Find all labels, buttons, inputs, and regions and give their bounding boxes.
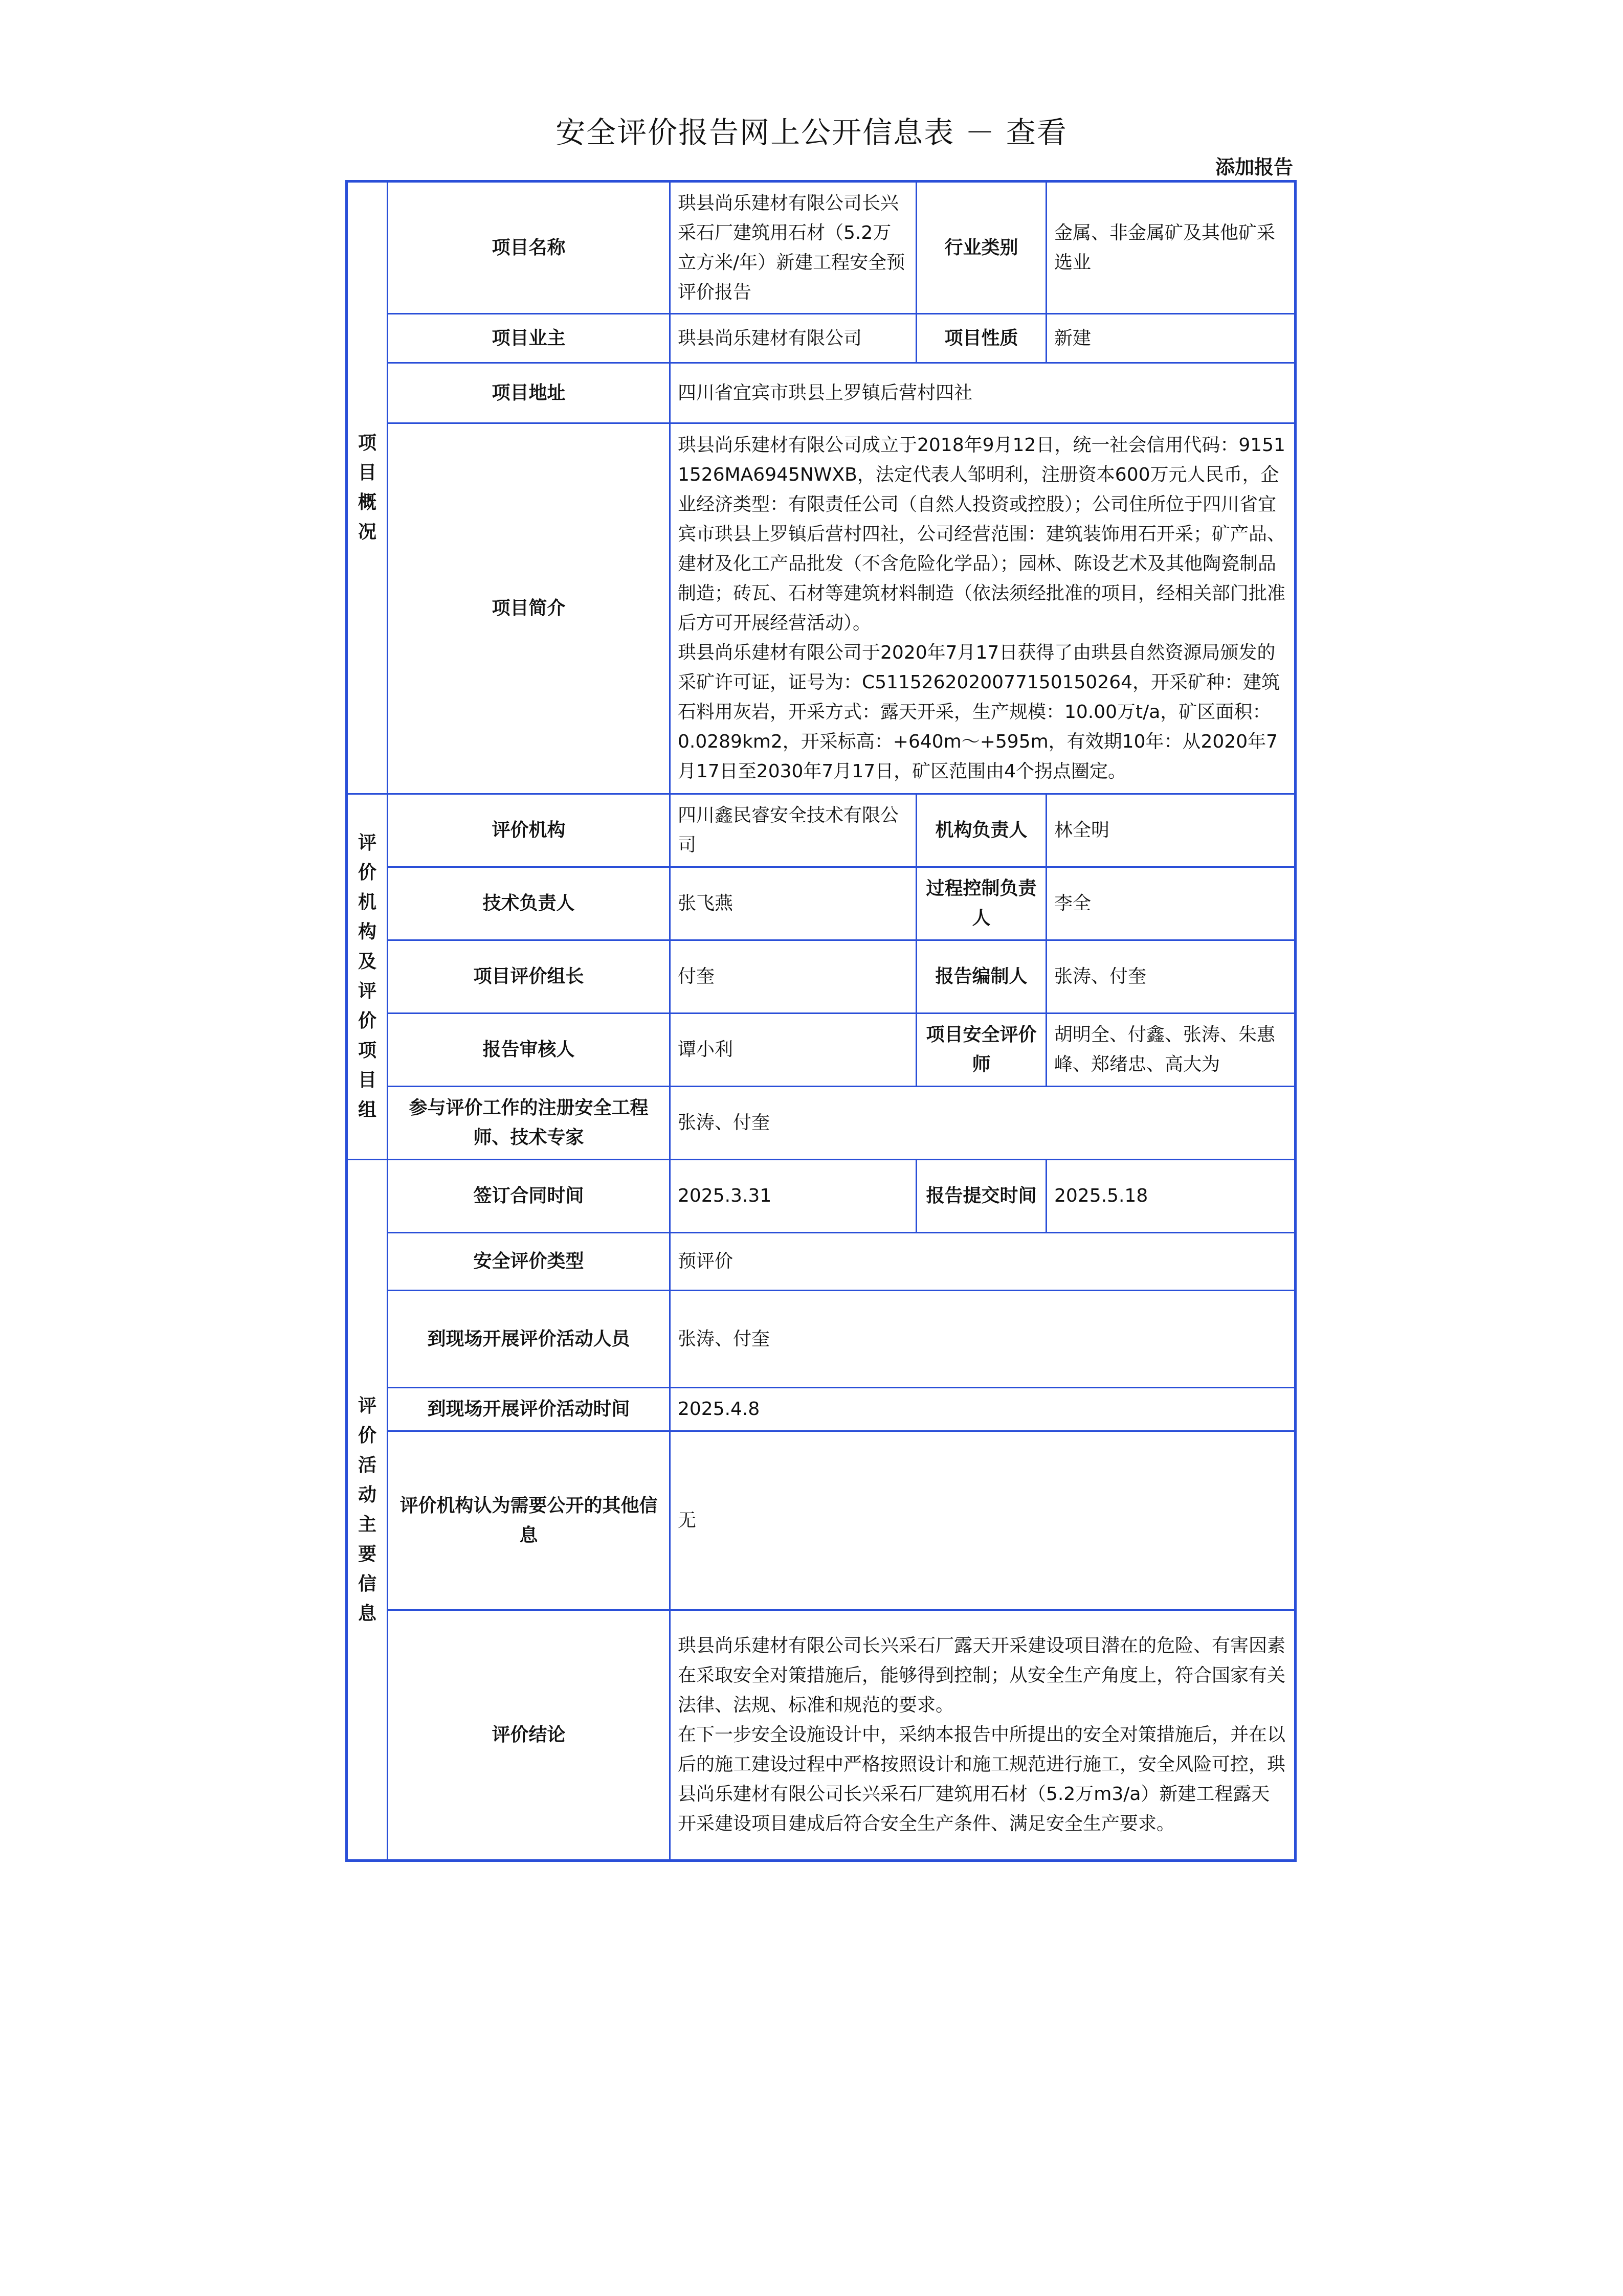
label-industry: 行业类别 [917,182,1047,314]
section-activity: 评价活动主要信息 [347,1160,388,1861]
value-evaluators: 胡明全、付鑫、张涛、朱惠峰、郑绪忠、高大为 [1047,1014,1296,1087]
table-row [347,363,1296,423]
value-engineers: 张涛、付奎 [670,1087,1296,1160]
page-title: 安全评价报告网上公开信息表 － 查看 [555,115,1068,150]
label-org: 评价机构 [388,794,670,867]
label-address: 项目地址 [388,363,670,423]
label-submit-time: 报告提交时间 [917,1160,1047,1233]
intro-paragraph-1: 珙县尚乐建材有限公司成立于2018年9月12日，统一社会信用代码：91511526MA6945NWXB，法定代表人邹明利，注册资本600万元人民币，企业经济类型：有限责任公司（自然人投资或控股）；公司住所位于四川省宜宾市珙县上罗镇后营村四社，公司经营范围：建筑装饰用石开采；矿产品、建材及化工产品批发（不含危险化学品）；园林、陈设艺术及其他陶瓷制品制造；砖瓦、石材等建筑材料制造（依法须经批准的项目，经相关部门批准后方可开展经营活动）。 [678,435,1286,634]
value-org-head: 林全明 [1047,794,1296,867]
intro-paragraph-2: 珙县尚乐建材有限公司于2020年7月17日获得了由珙县自然资源局颁发的采矿许可证，证号为：C5115262020077150150264，开采矿种：建筑石料用灰岩，开采方式：露天开采，生产规模：10.00万t/a，矿区面积：0.0289km2，开采标高：+640m～+595m，有效期10年：从2020年7月17日至2030年7月17日，矿区范围由4个拐点圈定。 [678,642,1280,782]
label-intro: 项目简介 [388,423,670,794]
value-org: 四川鑫民睿安全技术有限公司 [670,794,917,867]
conclusion-paragraph-1: 珙县尚乐建材有限公司长兴采石厂露天开采建设项目潜在的危险、有害因素在采取安全对策措施后，能够得到控制；从安全生产角度上，符合国家有关法律、法规、标准和规范的要求。 [678,1635,1286,1716]
value-industry: 金属、非金属矿及其他矿采选业 [1047,182,1296,314]
value-contract-time: 2025.3.31 [670,1160,917,1233]
label-site-time: 到现场开展评价活动时间 [388,1388,670,1431]
table-row [347,794,1296,867]
table-row [347,867,1296,940]
section-org: 评价机构及评价项目组 [347,794,388,1160]
add-report-link[interactable]: 添加报告 [1215,156,1293,178]
table-row [347,1291,1296,1388]
value-reviewer: 谭小利 [670,1014,917,1087]
value-type: 预评价 [670,1233,1296,1291]
value-address: 四川省宜宾市珙县上罗镇后营村四社 [670,363,1296,423]
table-row [347,1610,1296,1861]
label-other-info: 评价机构认为需要公开的其他信息 [388,1431,670,1610]
value-project-name: 珙县尚乐建材有限公司长兴采石厂建筑用石材（5.2万立方米/年）新建工程安全预评价报告 [670,182,917,314]
conclusion-paragraph-2: 在下一步安全设施设计中，采纳本报告中所提出的安全对策措施后，并在以后的施工建设过程中严格按照设计和施工规范进行施工，安全风险可控，珙县尚乐建材有限公司长兴采石厂建筑用石材（5.2万m3/a）新建工程露天开采建设项目建成后符合安全生产条件、满足安全生产要求。 [678,1724,1286,1834]
label-conclusion: 评价结论 [388,1610,670,1861]
value-process-head: 李全 [1047,867,1296,940]
label-nature: 项目性质 [917,314,1047,363]
value-other-info: 无 [670,1431,1296,1610]
info-table [345,180,1297,1862]
label-engineers: 参与评价工作的注册安全工程师、技术专家 [388,1087,670,1160]
value-leader: 付奎 [670,940,917,1014]
table-row [347,1014,1296,1087]
table-row [347,1233,1296,1291]
label-site-staff: 到现场开展评价活动人员 [388,1291,670,1388]
value-nature: 新建 [1047,314,1296,363]
value-intro [670,423,1296,794]
label-process-head: 过程控制负责人 [917,867,1047,940]
table-row [347,1160,1296,1233]
label-tech-head: 技术负责人 [388,867,670,940]
table-row [347,1431,1296,1610]
label-org-head: 机构负责人 [917,794,1047,867]
value-site-staff: 张涛、付奎 [670,1291,1296,1388]
value-conclusion [670,1610,1296,1861]
value-site-time: 2025.4.8 [670,1388,1296,1431]
section-overview: 项目概况 [347,182,388,794]
label-contract-time: 签订合同时间 [388,1160,670,1233]
label-reviewer: 报告审核人 [388,1014,670,1087]
label-evaluators: 项目安全评价师 [917,1014,1047,1087]
label-owner: 项目业主 [388,314,670,363]
value-author: 张涛、付奎 [1047,940,1296,1014]
label-type: 安全评价类型 [388,1233,670,1291]
label-author: 报告编制人 [917,940,1047,1014]
value-owner: 珙县尚乐建材有限公司 [670,314,917,363]
table-row [347,182,1296,314]
value-submit-time: 2025.5.18 [1047,1160,1296,1233]
table-row [347,423,1296,794]
table-row [347,1087,1296,1160]
table-row [347,314,1296,363]
value-tech-head: 张飞燕 [670,867,917,940]
label-project-name: 项目名称 [388,182,670,314]
table-row [347,940,1296,1014]
table-row [347,1388,1296,1431]
label-leader: 项目评价组长 [388,940,670,1014]
